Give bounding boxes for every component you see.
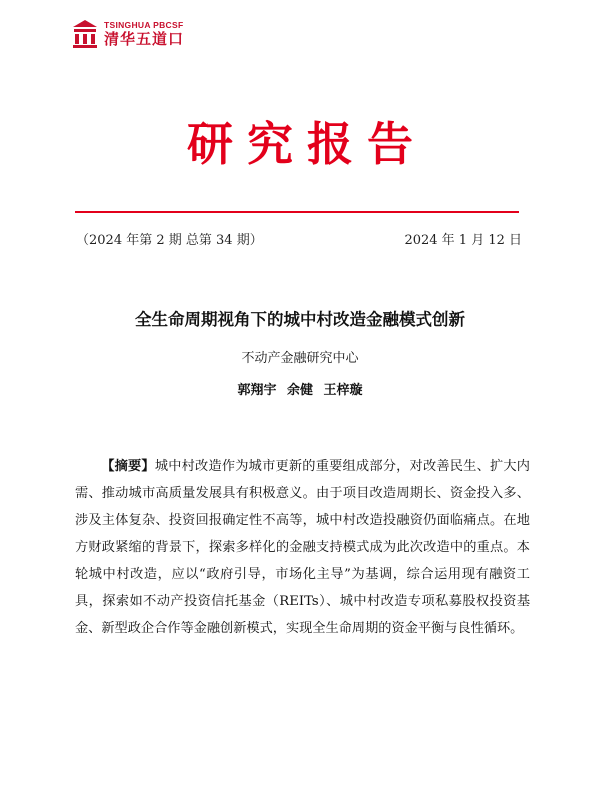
building-logo-icon [72, 19, 98, 49]
header-divider [75, 211, 519, 213]
abstract-label: 【摘要】 [101, 459, 155, 474]
research-center: 不动产金融研究中心 [241, 351, 359, 366]
issue-number: （2024 年第 2 期 总第 34 期） [76, 233, 263, 248]
abstract [75, 453, 530, 642]
logo-english-text: TSINGHUA PBCSF [104, 19, 184, 30]
publish-date: 2024 年 1 月 12 日 [404, 233, 522, 248]
logo-chinese-text: 清华五道口 [104, 30, 185, 49]
report-title: 研究报告 [187, 117, 427, 171]
authors: 郭翔宇 余健 王梓璇 [237, 383, 363, 398]
abstract-text: 城中村改造作为城市更新的重要组成部分，对改善民生、扩大内需、推动城市高质量发展具有积极意义。由于项目改造周期长、资金投入多、涉及主体复杂、投资回报确定性不高等，城中村改造投融资仍面临痛点。在地方财政紧缩的背景下，探索多样化的金融支持模式成为此次改造中的重点。本轮城中村改造，应以“政府引导，市场化主导”为基调，综合运用现有融资工具，探索如不动产投资信托基金（REITs）、城中村改造专项私募股权投资基金、新型政企合作等金融创新模式，实现全生命周期的资金平衡与良性循环。 [75, 459, 530, 636]
article-title: 全生命周期视角下的城中村改造金融模式创新 [135, 310, 465, 329]
pbcsf-logo [72, 17, 184, 51]
